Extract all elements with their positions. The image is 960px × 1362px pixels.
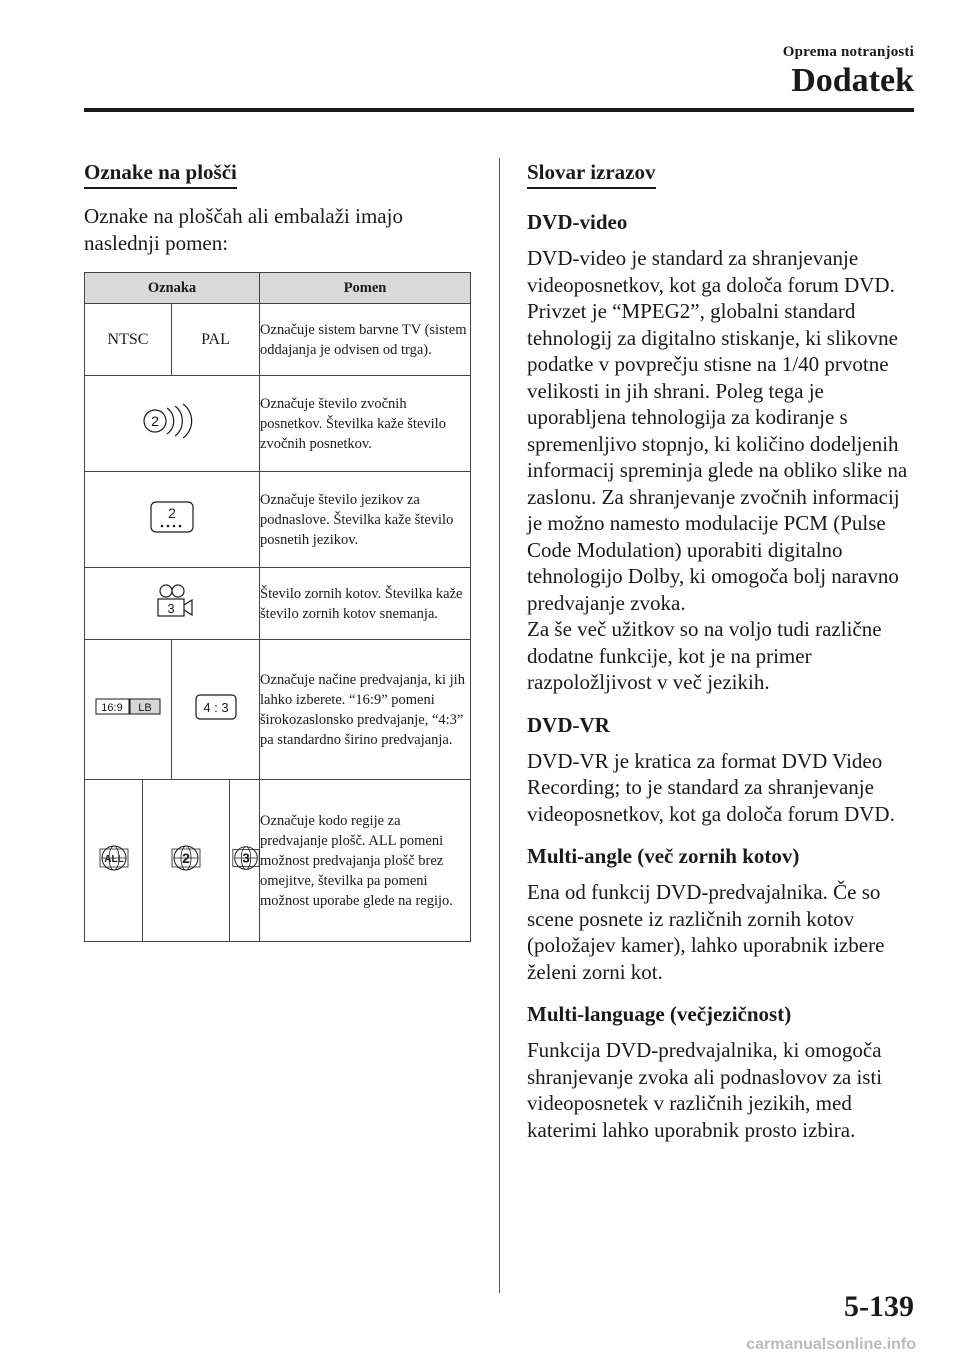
watermark: carmanualsonline.info [746, 1336, 916, 1353]
svg-text:2: 2 [168, 504, 176, 521]
running-header-chapter: Dodatek [791, 62, 914, 99]
table-row [85, 304, 471, 376]
glossary-definition-multi-angle: Ena od funkcij DVD-predvajalnika. Če so scene posnete iz različnih zornih kotov (položajev kamer), lahko uporabnik izbere želeni zorni kot. [527, 880, 885, 984]
table-row [85, 568, 471, 640]
subtitles-icon [85, 472, 260, 568]
glossary-definition-multi-language: Funkcija DVD-predvajalnika, ki omogoča shranjevanje zvoka ali podnaslovov za isti videoposnetek v različnih jezikih, med katerimi lahko uporabnik prosto izbira. [527, 1038, 883, 1142]
table-row [85, 640, 471, 780]
svg-text:2: 2 [182, 849, 190, 866]
region-3-icon [230, 780, 260, 942]
meaning-cell: Označuje število jezikov za podnaslove. Številka kaže število posnetih jezikov. [260, 472, 471, 568]
ntsc-mark: NTSC [85, 304, 172, 376]
section-heading-glossary: Slovar izrazov [527, 160, 656, 189]
column-divider [499, 158, 500, 1293]
meaning-cell: Označuje načine predvajanja, ki jih lahko izberete. “16:9” pomeni širokozaslonsko predvajanje, “4:3” pa standardno širino predvajanja. [260, 640, 471, 780]
header-rule [84, 108, 914, 112]
table-header-row [85, 273, 471, 304]
audio-tracks-icon [85, 376, 260, 472]
glossary-definition-dvd-video: DVD-video je standard za shranjevanje videoposnetkov, kot ga določa forum DVD. Privzet je “MPEG2”, globalni standard tehnologij za digitalno stiskanje, ki slikovne podatke v povprečju stisne na 1/40 prvotne velikosti in jih shrani. Poleg tega je uporabljena tehnologija za kodiranje s spremenljivo stopnjo, ki količino dodeljenih informacij spreminja glede na obliko slike na zaslonu. Za shranjevanje zvočnih informacij je možno namesto modulacije PCM (Pulse Code Modulation) uporabiti digitalno tehnologijo Dolby, ki omogoča bolj naravno predvajanje zvoka. Za še več užitkov so na voljo tudi različne dodatne funkcije, kot je na primer razpoložljivost v več jezikih. [527, 246, 908, 694]
table-row [85, 472, 471, 568]
table-header-meaning: Pomen [260, 273, 471, 304]
svg-text:LB: LB [138, 701, 152, 714]
region-2-icon [143, 780, 230, 942]
standard-ratio-icon [172, 640, 260, 780]
meaning-cell: Število zornih kotov. Številka kaže število zornih kotov snemanja. [260, 568, 471, 640]
widescreen-icon [85, 640, 172, 780]
svg-text:4 : 3: 4 : 3 [202, 699, 229, 715]
glossary-definition-dvd-vr: DVD-VR je kratica za format DVD Video Recording; to je standard za shranjevanje videoposnetkov, kot ga določa forum DVD. [527, 748, 895, 826]
right-column [527, 160, 917, 1143]
camera-angles-icon [85, 568, 260, 640]
page-number: 5-139 [844, 1290, 914, 1323]
svg-text:3: 3 [242, 850, 250, 866]
section-heading-disc-marks: Oznake na plošči [84, 160, 237, 189]
glossary-term-dvd-video: DVD-video [527, 210, 628, 234]
svg-text:16:9: 16:9 [101, 701, 123, 714]
glossary-term-multi-language: Multi-language (večjezičnost) [527, 1002, 792, 1026]
meaning-cell: Označuje sistem barvne TV (sistem oddajanja je odvisen od trga). [260, 304, 471, 376]
table-header-mark: Oznaka [85, 273, 260, 304]
meaning-cell: Označuje kodo regije za predvajanje plošč. ALL pomeni možnost predvajanja plošč brez omejitve, številka pa pomeni možnost uporabe glede na regijo. [260, 780, 471, 942]
pal-mark: PAL [172, 304, 260, 376]
region-all-icon [85, 780, 143, 942]
disc-marks-table [84, 272, 471, 942]
table-row [85, 780, 471, 942]
svg-text:3: 3 [167, 600, 175, 616]
meaning-cell: Označuje število zvočnih posnetkov. Številka kaže število zvočnih posnetkov. [260, 376, 471, 472]
running-header-section: Oprema notranjosti [782, 44, 914, 60]
table-row [85, 376, 471, 472]
glossary-term-dvd-vr: DVD-VR [527, 712, 610, 737]
left-column [84, 160, 470, 942]
intro-paragraph: Oznake na ploščah ali embalaži imajo naslednji pomen: [84, 204, 403, 255]
svg-text:2: 2 [151, 412, 159, 429]
glossary-term-multi-angle: Multi-angle (več zornih kotov) [527, 844, 800, 868]
svg-text:ALL: ALL [103, 853, 124, 865]
